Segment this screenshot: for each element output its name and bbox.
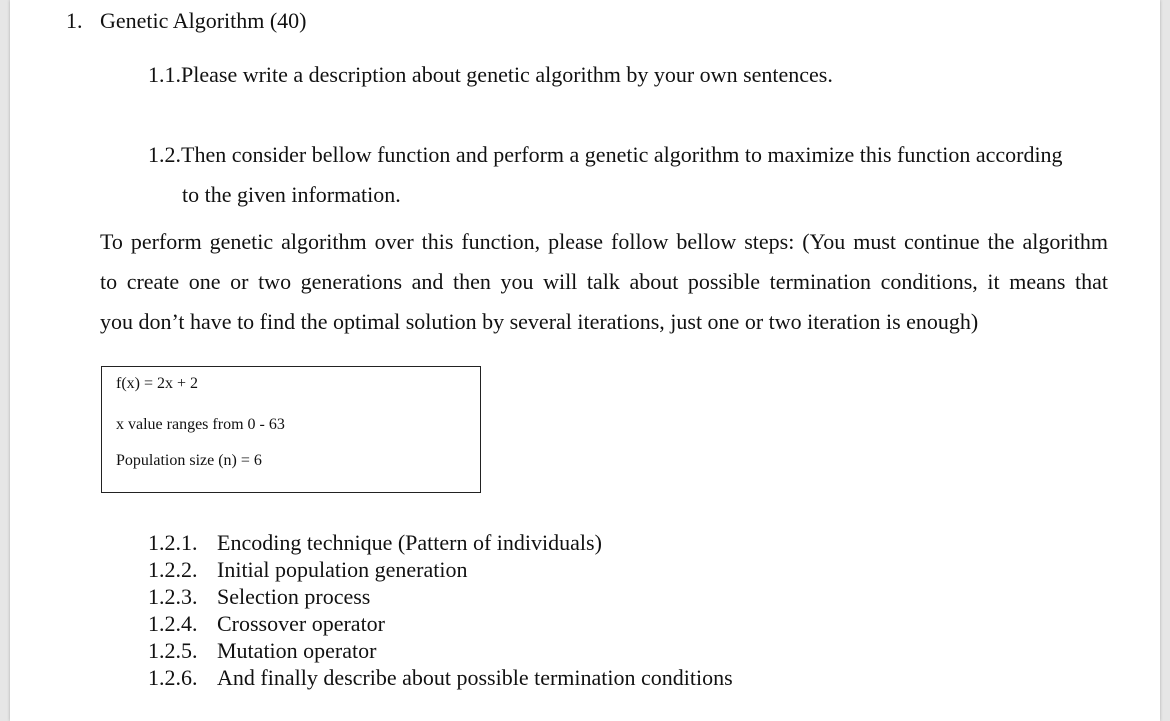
instructions-line: To perform genetic algorithm over this function, please follow bellow steps: (You must continue the algorithm bbox=[100, 229, 1108, 254]
list-item bbox=[148, 529, 733, 556]
document-page bbox=[10, 0, 1160, 721]
step-number: 1.2.5. bbox=[148, 638, 198, 663]
step-text: Encoding technique (Pattern of individuals) bbox=[217, 530, 602, 555]
step-text: Mutation operator bbox=[217, 638, 377, 663]
list-item bbox=[148, 583, 733, 610]
subquestion-1-2-line2: to the given information. bbox=[182, 182, 401, 207]
step-number: 1.2.4. bbox=[148, 611, 198, 636]
function-definition: f(x) = 2x + 2 bbox=[116, 375, 199, 392]
subquestion-1-1: 1.1.Please write a description about genetic algorithm by your own sentences. bbox=[148, 62, 833, 87]
question-heading bbox=[66, 8, 307, 34]
question-number: 1. bbox=[66, 8, 83, 33]
instructions-line: to create one or two generations and then you will talk about possible termination conditions, it means that bbox=[100, 269, 1108, 294]
population-size: Population size (n) = 6 bbox=[116, 452, 262, 469]
step-text: Crossover operator bbox=[217, 611, 386, 636]
step-number: 1.2.6. bbox=[148, 665, 198, 690]
instructions-line: you don’t have to find the optimal solution by several iterations, just one or two iteration is enough) bbox=[100, 309, 979, 334]
given-info-box bbox=[101, 366, 481, 493]
step-number: 1.2.1. bbox=[148, 530, 198, 555]
step-text: Selection process bbox=[217, 584, 371, 609]
step-text: And finally describe about possible termination conditions bbox=[217, 665, 733, 690]
step-number: 1.2.2. bbox=[148, 557, 198, 582]
x-range: x value ranges from 0 - 63 bbox=[116, 416, 285, 433]
question-title: Genetic Algorithm (40) bbox=[100, 8, 307, 33]
step-number: 1.2.3. bbox=[148, 584, 198, 609]
list-item bbox=[148, 556, 733, 583]
instructions-paragraph bbox=[100, 222, 1108, 342]
step-text: Initial population generation bbox=[217, 557, 468, 582]
list-item bbox=[148, 637, 733, 664]
subquestion-1-2-line1: 1.2.Then consider bellow function and perform a genetic algorithm to maximize this function according bbox=[148, 142, 1063, 167]
list-item bbox=[148, 610, 733, 637]
list-item bbox=[148, 664, 733, 691]
steps-list bbox=[148, 529, 733, 691]
